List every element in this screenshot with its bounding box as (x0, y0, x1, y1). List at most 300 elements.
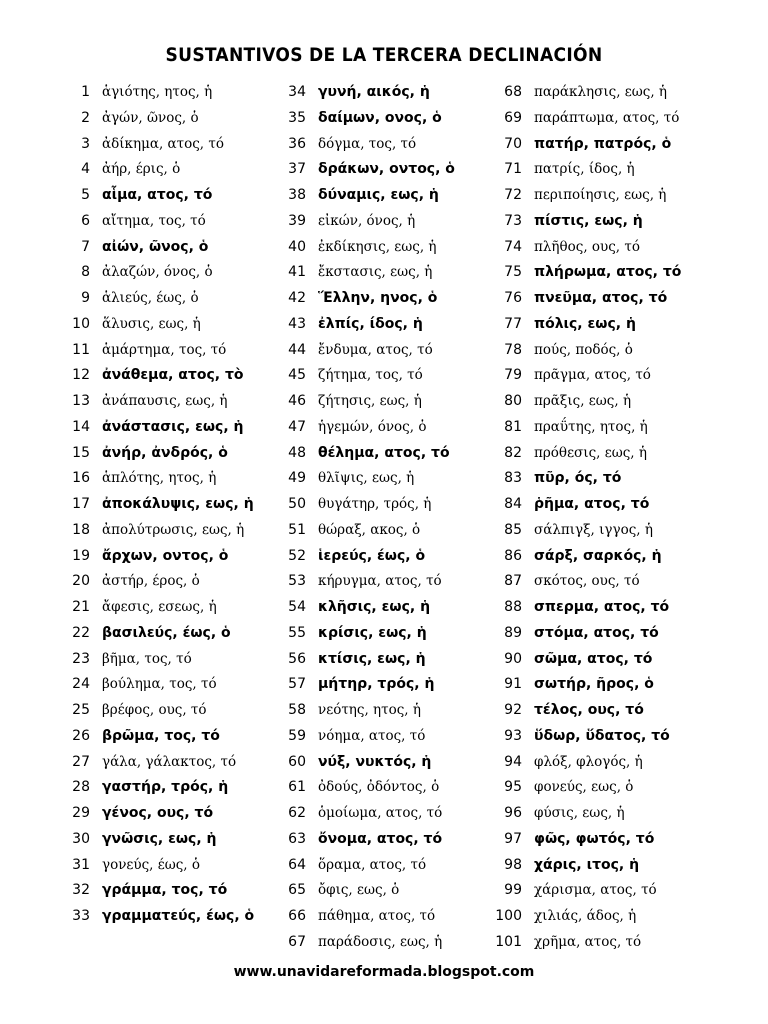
noun-row (274, 286, 484, 312)
noun-number: 70 (504, 135, 522, 152)
noun-number: 63 (288, 830, 306, 847)
noun-row (58, 235, 258, 261)
noun-number: 42 (288, 290, 306, 306)
noun-row (58, 415, 258, 441)
noun-row (490, 672, 720, 698)
noun-row (274, 724, 484, 750)
noun-row (58, 106, 258, 132)
noun-row (58, 904, 258, 930)
noun-entry: σκότος, ους, τό (534, 573, 640, 590)
noun-row (490, 544, 720, 570)
noun-entry: γυνή, αικός, ἡ (318, 84, 430, 100)
noun-number: 21 (72, 599, 90, 615)
noun-number: 18 (72, 521, 90, 538)
noun-entry: ὕδωρ, ὕδατος, τό (534, 727, 670, 744)
noun-row (274, 338, 484, 364)
noun-number: 80 (504, 393, 522, 409)
noun-row (490, 492, 720, 518)
noun-number: 45 (288, 367, 306, 384)
noun-row (58, 441, 258, 467)
noun-entry: αἴτημα, τος, τό (102, 212, 206, 229)
noun-number: 35 (288, 109, 306, 126)
noun-row (274, 132, 484, 158)
noun-entry: ἐλπίς, ίδος, ἡ (318, 315, 423, 332)
noun-row (58, 157, 258, 183)
noun-entry: ἡγεμών, όνος, ὁ (318, 418, 427, 435)
noun-number: 79 (504, 367, 522, 384)
noun-entry: ἄφεσις, εσεως, ἡ (102, 599, 217, 615)
noun-entry: βρῶμα, τος, τό (102, 727, 220, 744)
noun-number: 55 (288, 624, 306, 641)
noun-row (58, 338, 258, 364)
noun-row (490, 106, 720, 132)
noun-row (274, 209, 484, 235)
noun-column-2 (274, 80, 484, 956)
noun-number: 17 (72, 496, 90, 512)
noun-number: 1 (81, 84, 90, 100)
noun-number: 14 (72, 418, 90, 435)
noun-number: 65 (288, 882, 306, 899)
noun-entry: αἷμα, ατος, τό (102, 187, 213, 203)
noun-entry: αἰών, ῶνος, ὁ (102, 238, 209, 255)
noun-entry: δόγμα, τος, τό (318, 135, 417, 152)
noun-row (274, 415, 484, 441)
noun-number: 38 (288, 187, 306, 203)
noun-entry: πνεῦμα, ατος, τό (534, 290, 668, 306)
noun-row (274, 569, 484, 595)
noun-number: 67 (288, 933, 306, 950)
noun-row (490, 518, 720, 544)
noun-entry: φῶς, φωτός, τό (534, 830, 655, 847)
noun-row (274, 389, 484, 415)
noun-row (490, 441, 720, 467)
noun-row (274, 441, 484, 467)
noun-number: 11 (72, 341, 90, 358)
noun-row (274, 775, 484, 801)
noun-row (274, 904, 484, 930)
noun-number: 4 (81, 161, 90, 178)
noun-entry: ζήτημα, τος, τό (318, 367, 423, 384)
noun-entry: ἀνάστασις, εως, ἡ (102, 418, 244, 435)
noun-entry: πάθημα, ατος, τό (318, 908, 436, 924)
noun-entry: θλῖψις, εως, ἡ (318, 470, 415, 487)
noun-number: 100 (495, 908, 522, 924)
noun-entry: τέλος, ους, τό (534, 702, 644, 718)
noun-number: 31 (72, 856, 90, 873)
noun-entry: ὅραμα, ατος, τό (318, 856, 427, 873)
noun-entry: ἀδίκημα, ατος, τό (102, 135, 224, 152)
noun-row (490, 312, 720, 338)
noun-row (274, 518, 484, 544)
noun-number: 44 (288, 341, 306, 358)
noun-row (58, 260, 258, 286)
noun-number: 78 (504, 341, 522, 358)
noun-entry: ἀποκάλυψις, εως, ἡ (102, 496, 254, 512)
noun-row (490, 878, 720, 904)
noun-number: 5 (81, 187, 90, 203)
noun-number: 66 (288, 908, 306, 924)
noun-row (490, 930, 720, 956)
noun-number: 71 (504, 161, 522, 178)
noun-row (490, 132, 720, 158)
noun-row (58, 775, 258, 801)
noun-entry: ὁμοίωμα, ατος, τό (318, 805, 443, 821)
noun-entry: εἰκών, όνος, ἡ (318, 212, 416, 229)
noun-number: 61 (288, 779, 306, 796)
noun-number: 62 (288, 805, 306, 821)
noun-number: 34 (288, 84, 306, 100)
noun-entry: ἀνάπαυσις, εως, ἡ (102, 393, 228, 409)
noun-number: 98 (504, 856, 522, 873)
noun-row (58, 183, 258, 209)
noun-row (58, 647, 258, 673)
noun-row (58, 492, 258, 518)
noun-number: 75 (504, 264, 522, 281)
noun-number: 90 (504, 650, 522, 667)
noun-number: 83 (504, 470, 522, 487)
noun-entry: περιποίησις, εως, ἡ (534, 187, 667, 203)
noun-number: 89 (504, 624, 522, 641)
noun-row (274, 363, 484, 389)
noun-number: 64 (288, 856, 306, 873)
noun-row (490, 569, 720, 595)
noun-row (490, 775, 720, 801)
noun-number: 22 (72, 624, 90, 641)
noun-row (58, 518, 258, 544)
noun-entry: Ἕλλην, ηνος, ὁ (318, 290, 438, 306)
noun-entry: ἐκδίκησις, εως, ἡ (318, 238, 437, 255)
noun-entry: θυγάτηρ, τρός, ἡ (318, 496, 432, 512)
noun-number: 26 (72, 727, 90, 744)
noun-number: 73 (504, 212, 522, 229)
noun-entry: ἁλιεύς, έως, ὁ (102, 290, 199, 306)
noun-entry: γραμματεύς, έως, ὁ (102, 908, 255, 924)
noun-number: 41 (288, 264, 306, 281)
noun-entry: ἀήρ, έρις, ὁ (102, 161, 181, 178)
noun-number: 23 (72, 650, 90, 667)
noun-number: 93 (504, 727, 522, 744)
noun-number: 58 (288, 702, 306, 718)
noun-entry: φύσις, εως, ἡ (534, 805, 625, 821)
noun-entry: ἀλαζών, όνος, ὁ (102, 264, 213, 281)
noun-row (58, 389, 258, 415)
noun-number: 54 (288, 599, 306, 615)
noun-entry: θέλημα, ατος, τό (318, 444, 450, 461)
noun-row (58, 827, 258, 853)
noun-entry: ἀστήρ, έρος, ὁ (102, 573, 200, 590)
noun-entry: βρέφος, ους, τό (102, 702, 207, 718)
noun-entry: γένος, ους, τό (102, 805, 214, 821)
noun-row (490, 904, 720, 930)
noun-row (274, 544, 484, 570)
noun-row (58, 672, 258, 698)
noun-row (490, 750, 720, 776)
noun-row (490, 466, 720, 492)
noun-entry: ἔκστασις, εως, ἡ (318, 264, 433, 281)
noun-entry: γνῶσις, εως, ἡ (102, 830, 217, 847)
noun-number: 81 (504, 418, 522, 435)
noun-entry: ὄνομα, ατος, τό (318, 830, 443, 847)
noun-number: 86 (504, 547, 522, 564)
noun-entry: δύναμις, εως, ἡ (318, 187, 439, 203)
noun-entry: χιλιάς, άδος, ἡ (534, 908, 637, 924)
noun-number: 43 (288, 315, 306, 332)
noun-entry: γαστήρ, τρός, ἡ (102, 779, 229, 796)
noun-entry: πατήρ, πατρός, ὁ (534, 135, 672, 152)
noun-row (490, 621, 720, 647)
noun-number: 33 (72, 908, 90, 924)
noun-number: 76 (504, 290, 522, 306)
noun-entry: χάρισμα, ατος, τό (534, 882, 657, 899)
noun-number: 87 (504, 573, 522, 590)
noun-row (274, 106, 484, 132)
noun-number: 32 (72, 882, 90, 899)
noun-number: 9 (81, 290, 90, 306)
noun-row (490, 235, 720, 261)
noun-entry: κρίσις, εως, ἡ (318, 624, 427, 641)
noun-number: 59 (288, 727, 306, 744)
noun-row (274, 183, 484, 209)
noun-entry: θώραξ, ακος, ὁ (318, 521, 421, 538)
noun-number: 53 (288, 573, 306, 590)
noun-number: 20 (72, 573, 90, 590)
noun-row (490, 389, 720, 415)
noun-entry: μήτηρ, τρός, ἡ (318, 676, 435, 693)
noun-entry: ἀγών, ῶνος, ὁ (102, 109, 199, 126)
noun-number: 2 (81, 109, 90, 126)
noun-entry: κλῆσις, εως, ἡ (318, 599, 431, 615)
noun-entry: χρῆμα, ατος, τό (534, 933, 642, 950)
noun-entry: ἀπολύτρωσις, εως, ἡ (102, 521, 245, 538)
noun-row (274, 801, 484, 827)
noun-entry: πῦρ, ός, τό (534, 470, 622, 487)
noun-number: 8 (81, 264, 90, 281)
noun-row (58, 544, 258, 570)
noun-entry: ἄρχων, οντος, ὁ (102, 547, 229, 564)
noun-entry: φλόξ, φλογός, ἡ (534, 753, 643, 770)
noun-row (490, 415, 720, 441)
noun-row (274, 672, 484, 698)
noun-number: 74 (504, 238, 522, 255)
noun-row (274, 853, 484, 879)
noun-number: 82 (504, 444, 522, 461)
noun-number: 12 (72, 367, 90, 384)
noun-number: 77 (504, 315, 522, 332)
noun-entry: σωτήρ, ῆρος, ὁ (534, 676, 654, 693)
noun-entry: ἁπλότης, ητος, ἡ (102, 470, 217, 487)
noun-row (274, 492, 484, 518)
noun-row (58, 878, 258, 904)
noun-row (490, 724, 720, 750)
noun-entry: πλῆθος, ους, τό (534, 238, 640, 255)
noun-row (274, 312, 484, 338)
noun-number: 57 (288, 676, 306, 693)
noun-entry: πρᾶγμα, ατος, τό (534, 367, 651, 384)
noun-entry: παράδοσις, εως, ἡ (318, 933, 443, 950)
noun-number: 85 (504, 521, 522, 538)
noun-entry: κτίσις, εως, ἡ (318, 650, 426, 667)
noun-entry: ἱερεύς, έως, ὁ (318, 547, 426, 564)
noun-number: 96 (504, 805, 522, 821)
noun-row (490, 260, 720, 286)
noun-row (58, 569, 258, 595)
noun-number: 84 (504, 496, 522, 512)
noun-entry: κήρυγμα, ατος, τό (318, 573, 442, 590)
noun-row (58, 801, 258, 827)
noun-number: 27 (72, 753, 90, 770)
noun-entry: πατρίς, ίδος, ἡ (534, 161, 635, 178)
noun-entry: πόλις, εως, ἡ (534, 315, 636, 332)
noun-row (274, 260, 484, 286)
noun-number: 46 (288, 393, 306, 409)
noun-number: 50 (288, 496, 306, 512)
noun-row (490, 827, 720, 853)
noun-number: 52 (288, 547, 306, 564)
noun-row (58, 80, 258, 106)
noun-entry: ἁγιότης, ητος, ἡ (102, 84, 213, 100)
noun-entry: πίστις, εως, ἡ (534, 212, 643, 229)
noun-row (58, 724, 258, 750)
noun-number: 48 (288, 444, 306, 461)
noun-number: 101 (495, 933, 522, 950)
noun-row (58, 286, 258, 312)
noun-row (58, 698, 258, 724)
noun-entry: ζήτησις, εως, ἡ (318, 393, 422, 409)
noun-row (58, 312, 258, 338)
noun-row (490, 801, 720, 827)
page-title: SUSTANTIVOS DE LA TERCERA DECLINACIÓN (165, 44, 603, 66)
noun-row (58, 209, 258, 235)
noun-entry: ἀνάθεμα, ατος, τὸ (102, 367, 244, 384)
noun-row (274, 157, 484, 183)
noun-row (490, 853, 720, 879)
noun-row (490, 183, 720, 209)
noun-number: 97 (504, 830, 522, 847)
footer-url: www.unavidareformada.blogspot.com (233, 964, 535, 980)
noun-number: 92 (504, 702, 522, 718)
noun-row (274, 235, 484, 261)
noun-row (490, 157, 720, 183)
noun-entry: βούλημα, τος, τό (102, 676, 217, 693)
noun-number: 7 (81, 238, 90, 255)
noun-entry: δράκων, οντος, ὁ (318, 161, 455, 178)
noun-entry: νύξ, νυκτός, ἡ (318, 753, 432, 770)
noun-number: 16 (72, 470, 90, 487)
noun-row (490, 209, 720, 235)
noun-row (274, 621, 484, 647)
noun-number: 51 (288, 521, 306, 538)
noun-entry: πρᾶξις, εως, ἡ (534, 393, 632, 409)
noun-number: 30 (72, 830, 90, 847)
noun-number: 3 (81, 135, 90, 152)
noun-entry: πούς, ποδός, ὁ (534, 341, 633, 358)
noun-entry: παράπτωμα, ατος, τό (534, 109, 680, 126)
noun-column-1 (58, 80, 258, 930)
noun-number: 47 (288, 418, 306, 435)
noun-number: 49 (288, 470, 306, 487)
noun-number: 6 (81, 212, 90, 229)
noun-number: 10 (72, 315, 90, 332)
noun-number: 99 (504, 882, 522, 899)
noun-row (274, 595, 484, 621)
noun-entry: γάλα, γάλακτος, τό (102, 753, 237, 770)
noun-entry: πραΰτης, ητος, ἡ (534, 418, 648, 435)
noun-row (274, 827, 484, 853)
noun-entry: χάρις, ιτος, ἡ (534, 856, 640, 873)
noun-row (274, 466, 484, 492)
noun-entry: ὄφις, εως, ὁ (318, 882, 400, 899)
noun-number: 37 (288, 161, 306, 178)
noun-entry: σῶμα, ατος, τό (534, 650, 653, 667)
noun-row (274, 80, 484, 106)
noun-entry: σάλπιγξ, ιγγος, ἡ (534, 521, 653, 538)
noun-number: 72 (504, 187, 522, 203)
noun-row (58, 466, 258, 492)
noun-entry: νεότης, ητος, ἡ (318, 702, 421, 718)
noun-number: 40 (288, 238, 306, 255)
noun-row (274, 750, 484, 776)
noun-number: 69 (504, 109, 522, 126)
noun-entry: ὀδούς, ὀδόντος, ὁ (318, 779, 440, 796)
noun-row (58, 621, 258, 647)
noun-entry: σπερμα, ατος, τό (534, 599, 670, 615)
noun-entry: ἀνήρ, ἀνδρός, ὁ (102, 444, 228, 461)
noun-entry: ἔνδυμα, ατος, τό (318, 341, 433, 358)
noun-entry: δαίμων, ονος, ὁ (318, 109, 442, 126)
noun-row (490, 363, 720, 389)
noun-number: 13 (72, 393, 90, 409)
noun-number: 56 (288, 650, 306, 667)
noun-entry: παράκλησις, εως, ἡ (534, 84, 668, 100)
noun-number: 60 (288, 753, 306, 770)
noun-row (58, 132, 258, 158)
noun-row (490, 338, 720, 364)
noun-column-3 (490, 80, 720, 956)
noun-number: 25 (72, 702, 90, 718)
noun-number: 95 (504, 779, 522, 796)
noun-row (490, 698, 720, 724)
noun-entry: πλήρωμα, ατος, τό (534, 264, 682, 281)
noun-row (490, 286, 720, 312)
noun-row (274, 647, 484, 673)
noun-entry: πρόθεσις, εως, ἡ (534, 444, 647, 461)
noun-number: 91 (504, 676, 522, 693)
noun-entry: γράμμα, τος, τό (102, 882, 228, 899)
noun-number: 15 (72, 444, 90, 461)
noun-entry: σάρξ, σαρκός, ἡ (534, 547, 662, 564)
noun-number: 36 (288, 135, 306, 152)
noun-row (58, 750, 258, 776)
noun-row (490, 80, 720, 106)
noun-row (490, 595, 720, 621)
noun-number: 68 (504, 84, 522, 100)
noun-entry: νόημα, ατος, τό (318, 727, 426, 744)
noun-entry: στόμα, ατος, τό (534, 624, 659, 641)
noun-entry: ῥῆμα, ατος, τό (534, 496, 650, 512)
noun-entry: ἁμάρτημα, τος, τό (102, 341, 227, 358)
noun-number: 29 (72, 805, 90, 821)
noun-number: 28 (72, 779, 90, 796)
noun-number: 19 (72, 547, 90, 564)
noun-entry: ἅλυσις, εως, ἡ (102, 315, 201, 332)
noun-entry: γονεύς, έως, ὁ (102, 856, 201, 873)
noun-row (58, 595, 258, 621)
noun-row (274, 698, 484, 724)
noun-row (58, 363, 258, 389)
noun-entry: φονεύς, εως, ὁ (534, 779, 634, 796)
noun-row (58, 853, 258, 879)
noun-row (274, 930, 484, 956)
